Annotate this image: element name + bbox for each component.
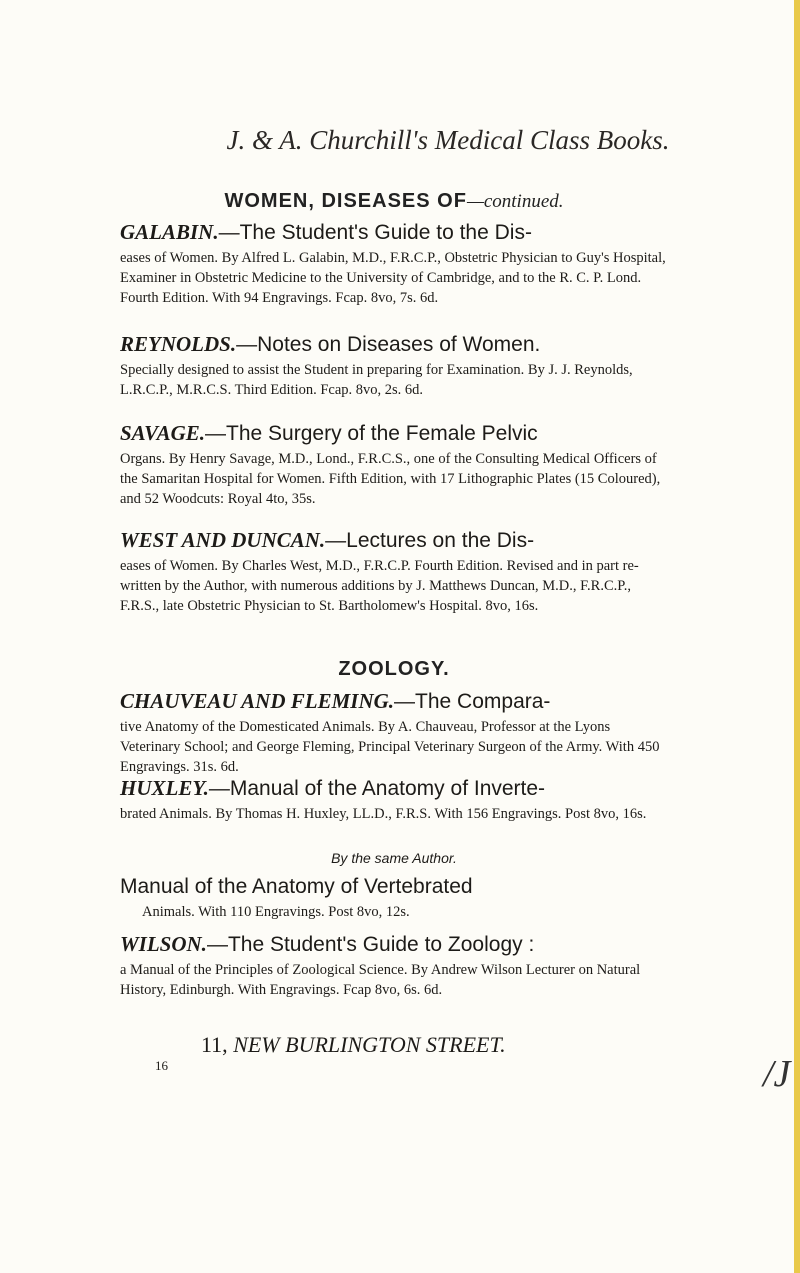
entry-chauveau-fleming [120,687,668,777]
entry-description: Animals. With 110 Engravings. Post 8vo, 12s. [142,904,410,920]
entry-author: REYNOLDS. [120,332,237,356]
by-same-author: By the same Author. [331,850,457,866]
entry-title: —The Compara- [394,690,551,713]
entry-author: CHAUVEAU AND FLEMING. [120,689,395,713]
entry-author: WILSON. [120,932,207,956]
entry-reynolds [120,330,668,400]
entry-huxley-vertebrated [120,872,668,922]
address-street: NEW BURLINGTON STREET. [233,1032,506,1057]
entry-title: —The Surgery of the Female Pelvic [205,422,538,445]
entry-description: Specially designed to assist the Student in preparing for Examination. By J. J. Reynolds, L.R.C.P., M.R.C.S. Third Edition. Fcap. 8vo, 2s. 6d. [120,362,633,398]
corner-mark: /J [763,1053,791,1095]
entry-description: tive Anatomy of the Domesticated Animals. By A. Chauveau, Professor at the Lyons Veterinary School; and George Fleming, Principal Veterinary Surgeon of the Army. With 450 Engravings. 31s. 6d. [120,719,660,775]
entry-title: —Notes on Diseases of Women. [236,333,541,356]
address-number: 11, [201,1032,228,1057]
entry-title: —The Student's Guide to Zoology : [206,933,535,956]
entry-title: Manual of the Anatomy of Vertebrated [120,875,473,898]
page-edge [794,0,800,1273]
entry-west-duncan [120,526,668,616]
entry-author: GALABIN. [120,220,219,244]
entry-galabin [120,218,668,308]
section-title: ZOOLOGY. [338,658,450,680]
section-zoology-heading [120,658,668,681]
section-title: WOMEN, DISEASES OF [224,190,467,212]
entry-wilson [120,930,668,1000]
entry-description: a Manual of the Principles of Zoological Science. By Andrew Wilson Lecturer on Natural History, Edinburgh. With Engravings. Fcap 8vo, 6s. 6d. [120,962,641,998]
entry-description: Organs. By Henry Savage, M.D., Lond., F.R.C.S., one of the Consulting Medical Officers of the Samaritan Hospital for Women. Fifth Edition, with 17 Lithographic Plates (15 Coloured), and 52 Woodcuts: Royal 4to, 35s. [120,451,661,507]
running-head: J. & A. Churchill's Medical Class Books. [226,125,670,155]
entry-description: brated Animals. By Thomas H. Huxley, LL.D., F.R.S. With 156 Engravings. Post 8vo, 16s. [120,806,647,822]
entry-title: —Manual of the Anatomy of Inverte- [208,777,546,800]
publisher-address [201,1032,506,1058]
page-number: 16 [155,1058,168,1073]
entry-description: eases of Women. By Alfred L. Galabin, M.D., F.R.C.P., Obstetric Physician to Guy's Hospital, Examiner in Obstetric Medicine to the University of Cambridge, and to the R. C. P. Lond. Fourth Edition. With 94 Engravings. Fcap. 8vo, 7s. 6d. [120,250,666,306]
entry-author: WEST AND DUNCAN. [120,528,326,552]
continued-label: —continued. [466,191,564,212]
entry-savage [120,419,668,509]
entry-author: HUXLEY. [120,776,209,800]
entry-title: —Lectures on the Dis- [325,529,535,552]
entry-description: eases of Women. By Charles West, M.D., F.R.C.P. Fourth Edition. Revised and in part re-written by the Author, with numerous additions by J. Matthews Duncan, M.D., F.R.C.P., F.R.S., late Obstetric Physician to St. Bartholomew's Hospital. 8vo, 16s. [120,558,639,614]
section-women-heading [120,190,668,213]
entry-title: —The Student's Guide to the Dis- [218,221,532,244]
entry-huxley [120,774,668,824]
entry-author: SAVAGE. [120,421,206,445]
